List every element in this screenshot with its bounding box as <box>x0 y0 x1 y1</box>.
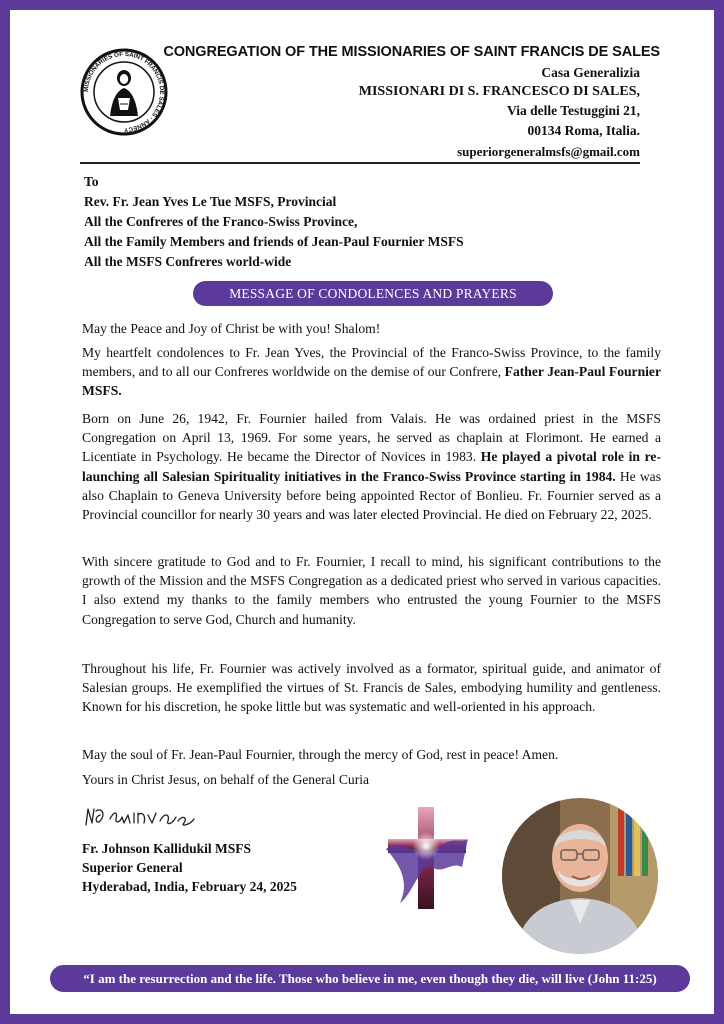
org-title: CONGREGATION OF THE MISSIONARIES OF SAINT FRANCIS DE SALES <box>163 44 660 60</box>
condolence-paragraph <box>82 343 661 401</box>
message-title-banner: MESSAGE OF CONDOLENCES AND PRAYERS <box>193 281 553 306</box>
virtues-paragraph: Throughout his life, Fr. Fournier was actively involved as a formator, spiritual guide, and animator of Salesian groups. He exemplified the virtues of St. Francis de Sales, embodying humility and gentleness. Known for his discretion, he spoke little but was systematic and well-oriented in his approach. <box>82 661 661 715</box>
prayer-paragraph: May the soul of Fr. Jean-Paul Fournier, through the mercy of God, rest in peace! Amen. <box>82 747 559 762</box>
highlight-text: He played a pivotal role in re-launching all Salesian Spirituality initiatives in the Franco-Swiss Province starting in 1984. <box>82 449 661 484</box>
cross-emblem-icon <box>382 805 472 911</box>
place-date: Hyderabad, India, February 24, 2025 <box>82 879 297 894</box>
closing-line: Yours in Christ Jesus, on behalf of the General Curia <box>82 772 370 787</box>
email-link[interactable]: superiorgeneralmsfs@gmail.com <box>457 144 640 159</box>
scripture-quote-bar: “I am the resurrection and the life. Those who believe in me, even though they die, will live (John 11:25) <box>50 965 690 992</box>
svg-text:MISSIONARIES OF SAINT FRANCIS: MISSIONARIES OF SAINT FRANCIS DE SALES · ANNECY <box>82 50 166 134</box>
recipient-line: All the MSFS Confreres world-wide <box>84 254 292 269</box>
address-line: MISSIONARI DI S. FRANCESCO DI SALES, <box>358 84 640 99</box>
recipient-line: Rev. Fr. Jean Yves Le Tue MSFS, Provincial <box>84 194 337 209</box>
paragraph-text: He was also Chaplain to Geneva University before being appointed Rector of Bonlieu. Fr. Fournier served as a Provincial councillor for nearly 30 years and was later elected Provincial. He died on February 22, 2025. <box>82 468 662 523</box>
signatory-name: Fr. Johnson Kallidukil MSFS <box>82 841 252 856</box>
recipient-line: All the Confreres of the Franco-Swiss Province, <box>84 214 358 229</box>
gratitude-paragraph: With sincere gratitude to God and to Fr. Fournier, I recall to mind, his significant contributions to the growth of the Mission and the MSFS Congregation as a dedicated priest who served in various capacities. I also extend my thanks to the family members who entrusted the young Fournier to the MSFS Congregation to serve God, Church and humanity. <box>82 554 661 627</box>
recipient-line: All the Family Members and friends of Jean-Paul Fournier MSFS <box>84 234 464 249</box>
deceased-portrait-photo <box>500 796 660 956</box>
greeting-paragraph: May the Peace and Joy of Christ be with you! Shalom! <box>82 321 381 336</box>
signature-block <box>82 839 297 896</box>
signatory-title: Superior General <box>82 860 183 875</box>
address-line: Casa Generalizia <box>541 65 640 80</box>
biography-paragraph <box>82 409 661 524</box>
paragraph-text: Born on June 26, 1942, Fr. Fournier hailed from Valais. He was ordained priest in the MSFS Congregation on April 13, 1969. For some years, he served as chaplain at Florimont. He earned a Licentiate in Psychology. He became the Director of Novices in 1983. <box>82 411 661 465</box>
recipient-line: To <box>84 174 99 189</box>
address-line: Via delle Testuggini 21, <box>506 103 640 118</box>
address-line: 00134 Roma, Italia. <box>527 123 640 138</box>
deceased-name: Father Jean-Paul Fournier MSFS. <box>82 364 661 399</box>
header-divider <box>80 162 640 164</box>
paragraph-text: My heartfelt condolences to Fr. Jean Yves, the Provincial of the Franco-Swiss Province, to the family members, and to all our Confreres worldwide on the demise of our Confrere, <box>82 345 661 380</box>
handwritten-signature <box>82 803 202 831</box>
recipient-list <box>84 172 464 272</box>
congregation-seal-icon <box>80 48 168 136</box>
